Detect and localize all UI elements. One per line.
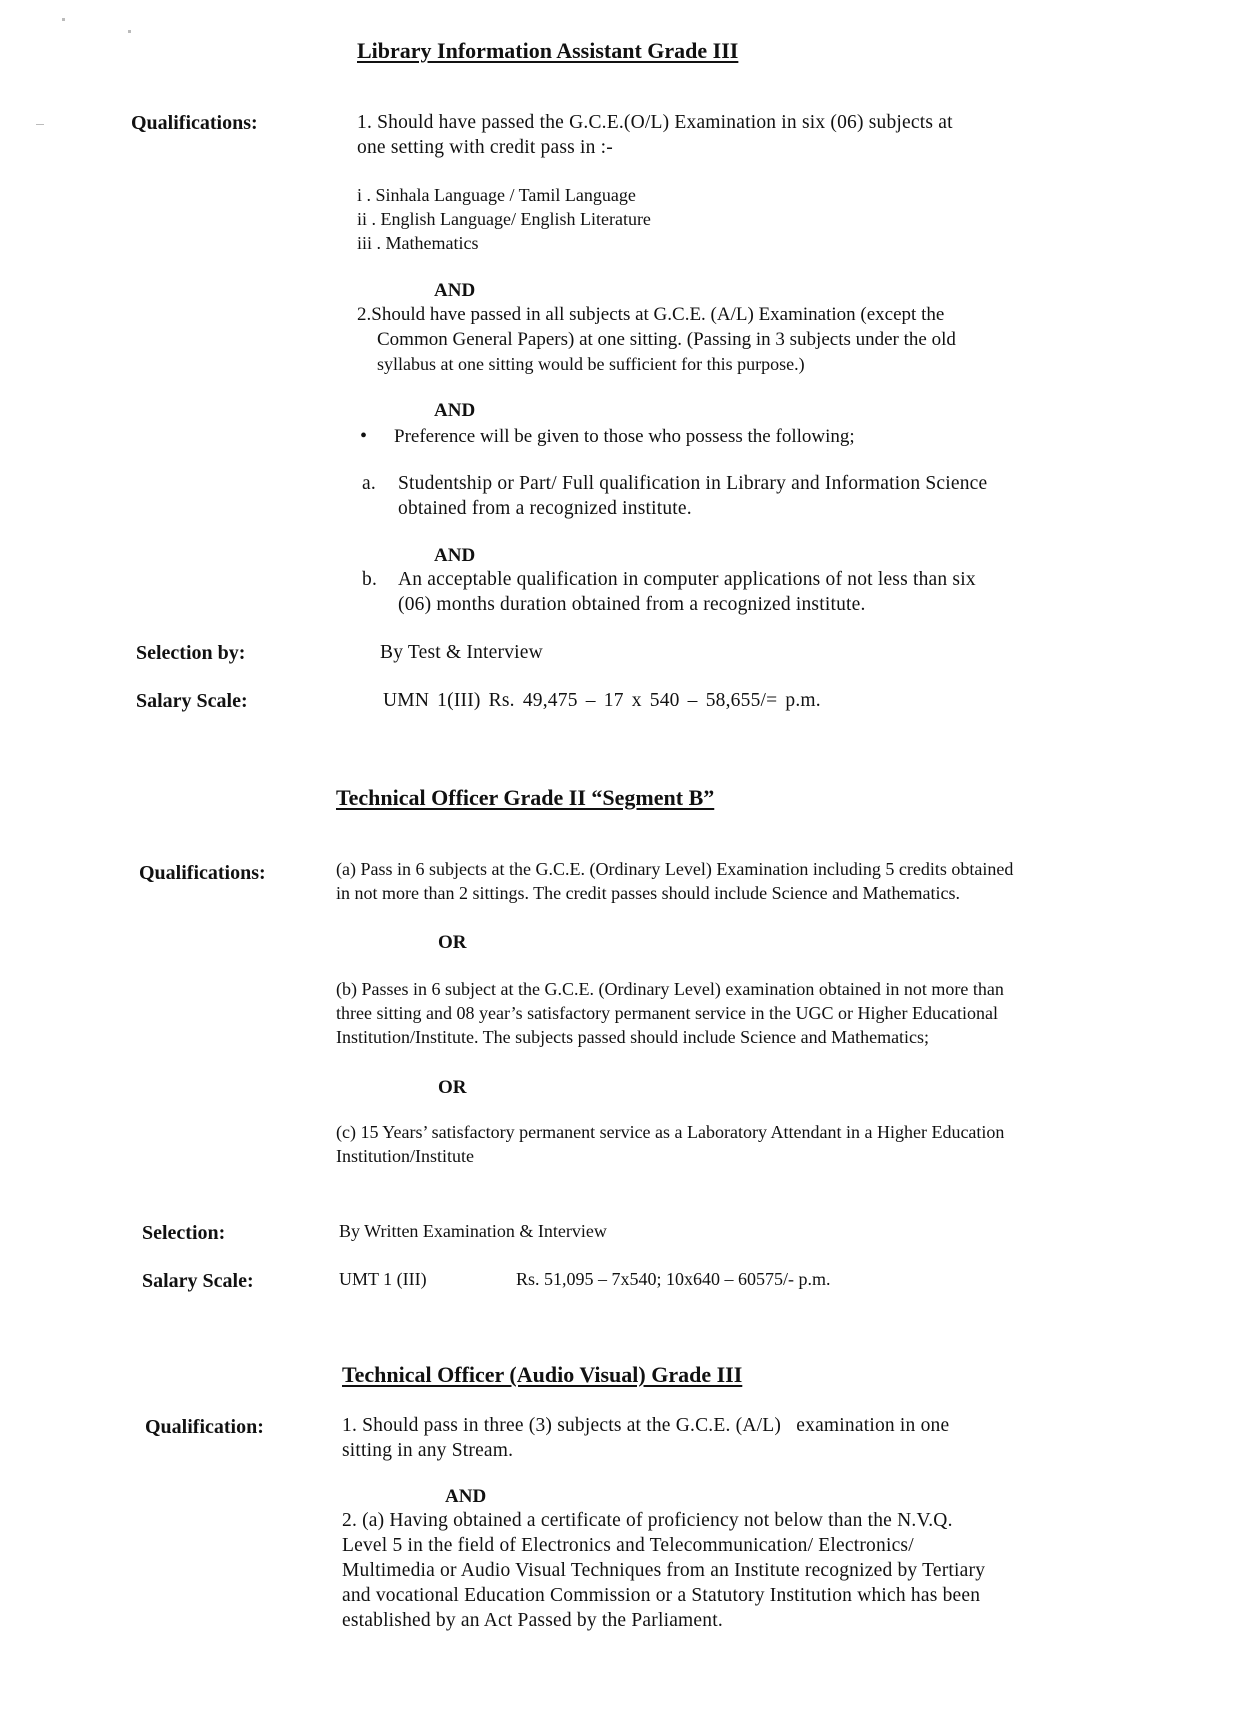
text-line: (c) 15 Years’ satisfactory permanent service as a Laboratory Attendant in a Higher Education (336, 1122, 1005, 1142)
section-title-technical-officer-audio-visual: Technical Officer (Audio Visual) Grade III (342, 1362, 743, 1387)
text-line: 2. (a) Having obtained a certificate of proficiency not below than the N.V.Q. (342, 1510, 953, 1531)
salary-code: UMT 1 (III) (339, 1269, 427, 1289)
qualification-1 (357, 110, 1093, 160)
selection-label: Selection: (142, 1222, 226, 1244)
qualification-b (336, 977, 1004, 1049)
salary-label: Salary Scale: (142, 1270, 254, 1292)
text-line: (a) Pass in 6 subjects at the G.C.E. (Ordinary Level) Examination including 5 credits obtained (336, 859, 1014, 879)
preference-text: Preference will be given to those who possess the following; (394, 426, 855, 447)
text-line: Studentship or Part/ Full qualification in Library and Information Science (398, 473, 988, 494)
text-line: Multimedia or Audio Visual Techniques from an Institute recognized by Tertiary (342, 1560, 986, 1581)
qualifications-label: Qualifications: (139, 862, 266, 884)
subject-list (357, 183, 651, 255)
text-line: 1. Should have passed the G.C.E.(O/L) Examination in six (06) subjects at (357, 112, 953, 133)
or-connector: OR (438, 1077, 467, 1098)
bullet-icon: • (360, 425, 368, 447)
preference-bullet (360, 424, 855, 449)
text-line: syllabus at one sitting would be sufficient for this purpose.) (377, 354, 805, 374)
text-line: one setting with credit pass in :- (357, 137, 613, 158)
scan-mark (128, 30, 131, 33)
qualification-2 (342, 1508, 1110, 1633)
text-line: established by an Act Passed by the Parliament. (342, 1610, 723, 1631)
salary-value: Rs. 51,095 – 7x540; 10x640 – 60575/- p.m. (516, 1269, 831, 1289)
text-line: Level 5 in the field of Electronics and Telecommunication/ Electronics/ (342, 1535, 914, 1556)
text-line: 2.Should have passed in all subjects at G.C.E. (A/L) Examination (except the (357, 304, 945, 325)
qualification-1 (342, 1413, 949, 1463)
qualification-label: Qualification: (145, 1416, 264, 1438)
and-connector: AND (434, 545, 476, 566)
text-line: Institution/Institute. The subjects passed should include Science and Mathematics; (336, 1027, 930, 1047)
text-line: in not more than 2 sittings. The credit passes should include Science and Mathematics. (336, 883, 961, 903)
and-connector: AND (445, 1486, 487, 1507)
list-item: i . Sinhala Language / Tamil Language (357, 185, 636, 205)
salary-label: Salary Scale: (136, 690, 248, 712)
and-connector: AND (434, 280, 476, 301)
section-title-technical-officer-segment-b: Technical Officer Grade II “Segment B” (336, 785, 715, 810)
selection-value: By Written Examination & Interview (339, 1221, 607, 1241)
selection-label: Selection by: (136, 642, 246, 664)
item-b (362, 567, 976, 617)
and-connector: AND (434, 400, 476, 421)
text-line: and vocational Education Commission or a Statutory Institution which has been (342, 1585, 981, 1606)
selection-value: By Test & Interview (380, 642, 543, 663)
list-item: ii . English Language/ English Literature (357, 209, 651, 229)
salary-value: UMN 1(III) Rs. 49,475 – 17 x 540 – 58,655/= p.m. (383, 690, 821, 711)
text-line: obtained from a recognized institute. (398, 498, 692, 519)
text-line: (06) months duration obtained from a recognized institute. (398, 594, 866, 615)
list-item: iii . Mathematics (357, 233, 479, 253)
text-line: 1. Should pass in three (3) subjects at the G.C.E. (A/L) examination in one (342, 1415, 950, 1436)
text-line: Common General Papers) at one sitting. (Passing in 3 subjects under the old (377, 329, 956, 350)
qualifications-label: Qualifications: (131, 112, 258, 134)
text-line: Institution/Institute (336, 1146, 474, 1166)
item-marker: a. (362, 473, 376, 494)
item-marker: b. (362, 569, 378, 590)
scan-mark (36, 124, 44, 125)
text-line: An acceptable qualification in computer applications of not less than six (398, 569, 976, 590)
item-a (362, 471, 987, 521)
text-line: sitting in any Stream. (342, 1440, 514, 1461)
qualification-2 (357, 302, 1097, 376)
text-line: (b) Passes in 6 subject at the G.C.E. (Ordinary Level) examination obtained in not more than (336, 979, 1004, 999)
section-title-library-assistant: Library Information Assistant Grade III (357, 38, 739, 63)
or-connector: OR (438, 932, 467, 953)
text-line: three sitting and 08 year’s satisfactory permanent service in the UGC or Higher Educational (336, 1003, 998, 1023)
qualification-a (336, 857, 1013, 905)
qualification-c (336, 1120, 1004, 1168)
scan-mark (62, 18, 65, 21)
